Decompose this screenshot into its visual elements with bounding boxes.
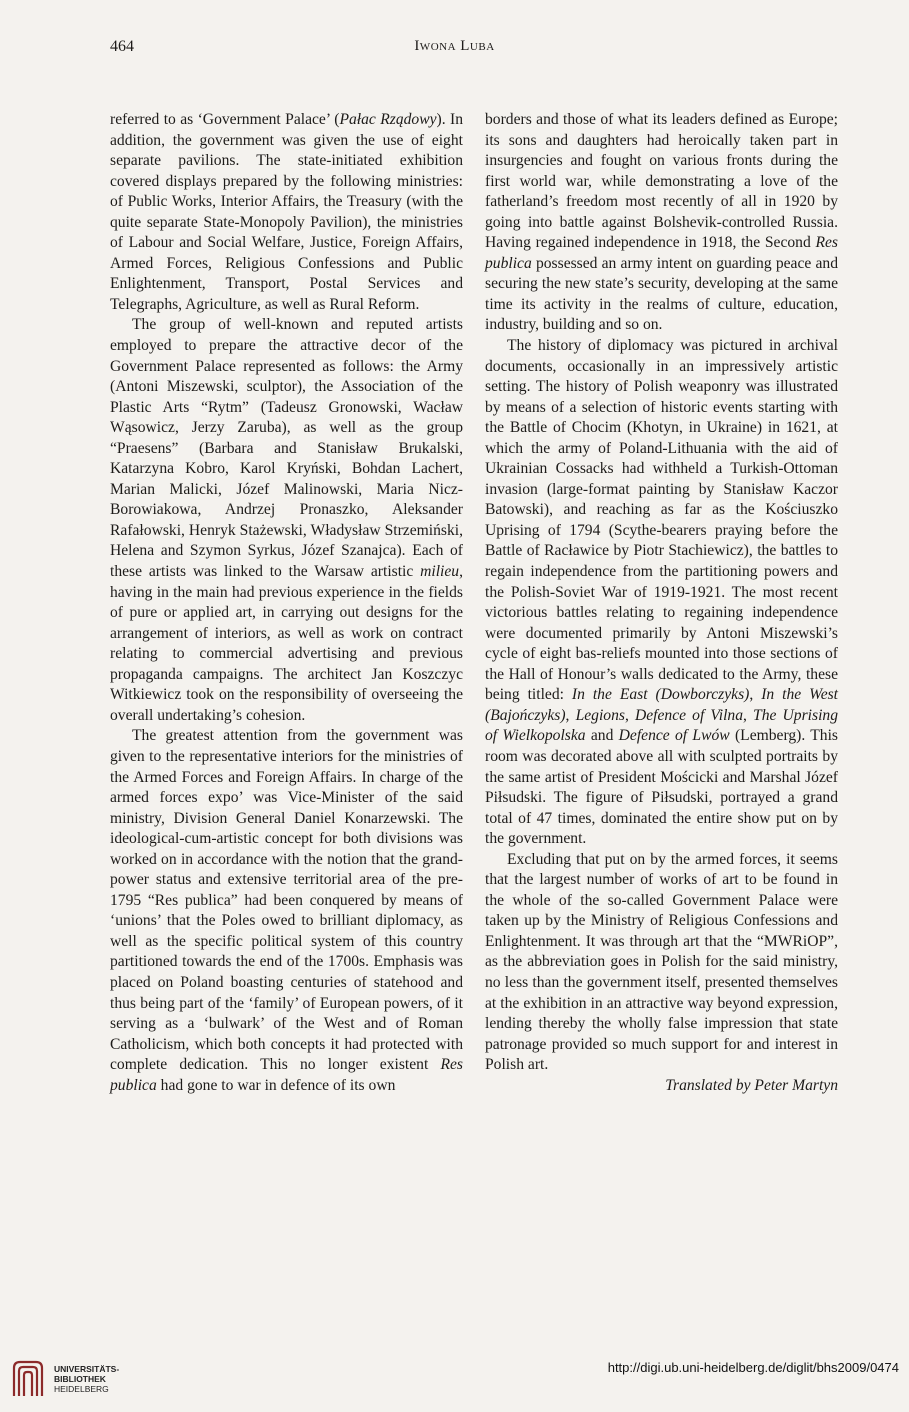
right_column-paragraph: The history of diplomacy was pictured in archival documents, occasionally in an impressively artistic setting. The history of Polish weaponry was illustrated by means of a selection of historic events starting with the Battle of Chocim (Khotyn, in Ukraine) in 1621, at which the army of Poland-Lithuania with the aid of Ukrainian Cossacks had withheld a Turkish-Ottoman invasion (large-format painting by Stanisław Kaczor Batowski), and reaching as far as the Kościuszko Uprising of 1794 (Scythe-bearers praying before the Battle of Racławice by Piotr Stachiewicz), the battles to regain independence from the partitioning powers and the Polish-Soviet War of 1919-1921. The most recent victorious battles relating to regaining independence were documented primarily by Antoni Miszewski’s cycle of eight bas-reliefs mounted into those sections of the Hall of Honour’s walls dedicated to the Army, these being titled: In the East (Dowborczyks), In the West (Bajończyks), Legions, Defence of Vilna, The Uprising of Wielkopolska and Defence of Lwów (Lemberg). This room was decorated above all with sculpted portraits by the same artist of President Mościcki and Marshal Józef Piłsudski. The figure of Piłsudski, portrayed a grand total of 47 times, dominated the entire show put on by the government. (485, 337, 839, 848)
italic-text: The Uprising of Wielkopolska (485, 706, 839, 745)
library-crest-icon (10, 1358, 46, 1398)
italic-text: Legions (575, 706, 625, 724)
library-name: UNIVERSITÄTS- BIBLIOTHEK HEIDELBERG (54, 1364, 120, 1394)
italic-text: Defence of Vilna (634, 706, 744, 724)
library-logo[interactable] (10, 1358, 119, 1398)
italic-text: In the East (Dowborczyks) (571, 686, 750, 704)
italic-text: In the West (Bajończyks) (485, 686, 839, 724)
source-url-link[interactable]: http://digi.ub.uni-heidelberg.de/diglit/bhs2009/0474 (607, 1360, 899, 1375)
right_column-paragraph: borders and those of what its leaders defined as Europe; its sons and daughters had heroically taken part in insurgencies and fought on various fronts during the first world war, while demonstrating a love of the fatherland’s freedom most recently of all in 1920 by going into battle against Bolshevik-controlled Russia. Having regained independence in 1918, the Second Res publica possessed an army intent on guarding peace and securing the new state’s security, developing at the same time its activity in the realms of culture, education, industry, building and so on. (485, 111, 838, 334)
left-text-column (110, 110, 463, 1096)
italic-text: Pałac Rządowy (339, 111, 437, 128)
italic-text: milieu (420, 563, 460, 581)
right-text-column (485, 110, 838, 1096)
italic-text: Res publica (110, 1056, 463, 1094)
running-head: Iwona Luba (414, 38, 495, 54)
left_column-paragraph: The group of well-known and reputed artists employed to prepare the attractive decor of the Government Palace represented as follows: the Army (Antoni Miszewski, sculptor), the Association of the Plastic Arts “Rytm” (Tadeusz Gronowski, Wacław Wąsowicz, Jerzy Zaruba), as well as the group “Praesens” (Barbara and Stanisław Brukalski, Katarzyna Kobro, Karol Kryński, Bohdan Lachert, Marian Malicki, Józef Malinowski, Maria Nicz-Borowiakowa, Andrzej Pronaszko, Aleksander Rafałowski, Henryk Stażewski, Władysław Strzemiński, Helena and Szymon Syrkus, Józef Szanajca). Each of these artists was linked to the Warsaw artistic milieu, having in the main had previous experience in the fields of pure or applied art, in carrying out designs for the arrangement of interiors, as well as work on contract relating to commercial advertising and previous propaganda campaigns. The architect Jan Koszczyc Witkiewicz took on the responsibility of overseeing the overall undertaking’s cohesion. (110, 316, 463, 724)
italic-text: Defence of Lwów (618, 727, 730, 745)
italic-text: Res publica (485, 234, 838, 272)
left_column-paragraph: referred to as ‘Government Palace’ (Pałac Rządowy). In addition, the government was given the use of eight separate pavilions. The state-initiated exhibition covered displays prepared by the following ministries: of Public Works, Interior Affairs, the Treasury (with the quite separate State-Monopoly Pavilion), the ministries of Labour and Social Welfare, Justice, Foreign Affairs, Armed Forces, Religious Confessions and Public Enlightenment, Transport, Postal Services and Telegraphs, Agriculture, as well as Rural Reform. (110, 111, 464, 313)
right_column-paragraph: Excluding that put on by the armed forces, it seems that the largest number of works of art to be found in the whole of the so-called Government Palace were taken up by the Ministry of Religious Confessions and Enlightenment. It was through art that the “MWRiOP”, as the abbreviation goes in Polish for the said ministry, no less than the government itself, presented themselves at the exhibition in an attractive way beyond expression, lending thereby the wholly false impression that state patronage provided so much support for and interest in Polish art. (485, 850, 838, 1074)
page-number: 464 (110, 38, 134, 55)
left_column-paragraph: The greatest attention from the government was given to the representative interiors for the ministries of the Armed Forces and Foreign Affairs. In charge of the armed forces expo’ was Vice-Minister of the said ministry, Division General Daniel Konarzewski. The ideological-cum-artistic concept for both divisions was worked on in accordance with the notion that the grand-power status and extensive territorial area of the pre-1795 “Res publica” had been conquered by means of ‘unions’ that the Poles owed to brilliant diplomacy, as well as the specific political system of this country partitioned towards the end of the 1700s. Emphasis was placed on Poland boasting centuries of statehood and thus being part of the ‘family’ of European powers, of it serving as a ‘bulwark’ of the West and of Roman Catholicism, which both concepts it had protected with complete dedication. This no longer existent Res publica had gone to war in defence of its own (110, 727, 463, 1094)
translator-credit: Translated by Peter Martyn (665, 1076, 838, 1094)
